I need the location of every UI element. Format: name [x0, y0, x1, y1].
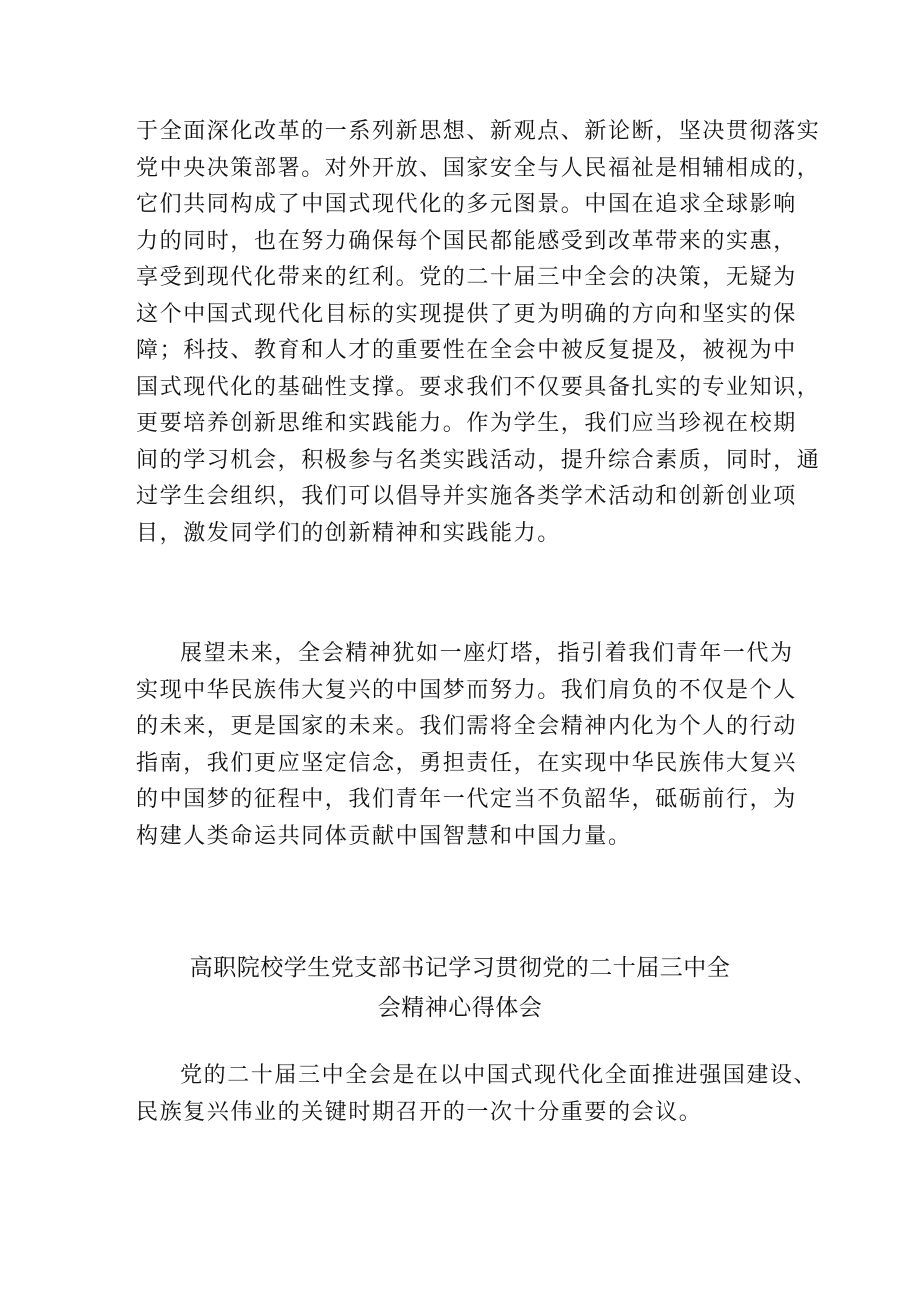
paragraph-line: 国式现代化的基础性支撑。要求我们不仅要具备扎实的专业知识， — [136, 374, 821, 400]
section-title-line: 会精神心得体会 — [377, 995, 543, 1021]
paragraph-line: 这个中国式现代化目标的实现提供了更为明确的方向和坚实的保 — [136, 301, 797, 327]
paragraph-line: 实现中华民族伟大复兴的中国梦而努力。我们肩负的不仅是个人 — [136, 677, 797, 703]
paragraph-line: 享受到现代化带来的红利。党的二十届三中全会的决策，无疑为 — [136, 265, 797, 290]
paragraph-line: 目，激发同学们的创新精神和实践能力。 — [136, 520, 561, 546]
paragraph-line: 过学生会组织，我们可以倡导并实施各类学术活动和创新创业项 — [136, 484, 797, 509]
paragraph-1 — [136, 114, 821, 552]
paragraph-line: 于全面深化改革的一系列新思想、新观点、新论断，坚决贯彻落实 — [136, 119, 821, 144]
paragraph-line: 力的同时，也在努力确保每个国民都能感受到改革带来的实惠， — [136, 228, 797, 254]
paragraph-line: 障；科技、教育和人才的重要性在全会中被反复提及，被视为中 — [136, 338, 797, 363]
paragraph-line: 构建人类命运共同体贡献中国智慧和中国力量。 — [136, 823, 632, 849]
paragraph-line: 指南，我们更应坚定信念，勇担责任，在实现中华民族伟大复兴 — [136, 750, 797, 776]
paragraph-line: 党的二十届三中全会是在以中国式现代化全面推进强国建设、 — [180, 1063, 818, 1088]
paragraph-line: 民族复兴伟业的关键时期召开的一次十分重要的会议。 — [136, 1099, 703, 1125]
paragraph-line: 的未来，更是国家的未来。我们需将全会精神内化为个人的行动 — [136, 714, 797, 739]
paragraph-3 — [136, 1058, 818, 1131]
paragraph-2 — [136, 636, 796, 855]
paragraph-line: 间的学习机会，积极参与名类实践活动，提升综合素质，同时，通 — [136, 447, 821, 473]
section-title-line: 高职院校学生党支部书记学习贯彻党的二十届三中全 — [189, 955, 731, 981]
section-title — [0, 948, 920, 1028]
paragraph-line: 展望未来，全会精神犹如一座灯塔，指引着我们青年一代为 — [180, 641, 794, 666]
paragraph-line: 更要培养创新思维和实践能力。作为学生，我们应当珍视在校期 — [136, 411, 797, 436]
paragraph-line: 的中国梦的征程中，我们青年一代定当不负韶华，砥砺前行，为 — [136, 787, 797, 812]
paragraph-line: 党中央决策部署。对外开放、国家安全与人民福祉是相辅相成的， — [136, 155, 821, 181]
paragraph-line: 它们共同构成了中国式现代化的多元图景。中国在追求全球影响 — [136, 192, 797, 217]
